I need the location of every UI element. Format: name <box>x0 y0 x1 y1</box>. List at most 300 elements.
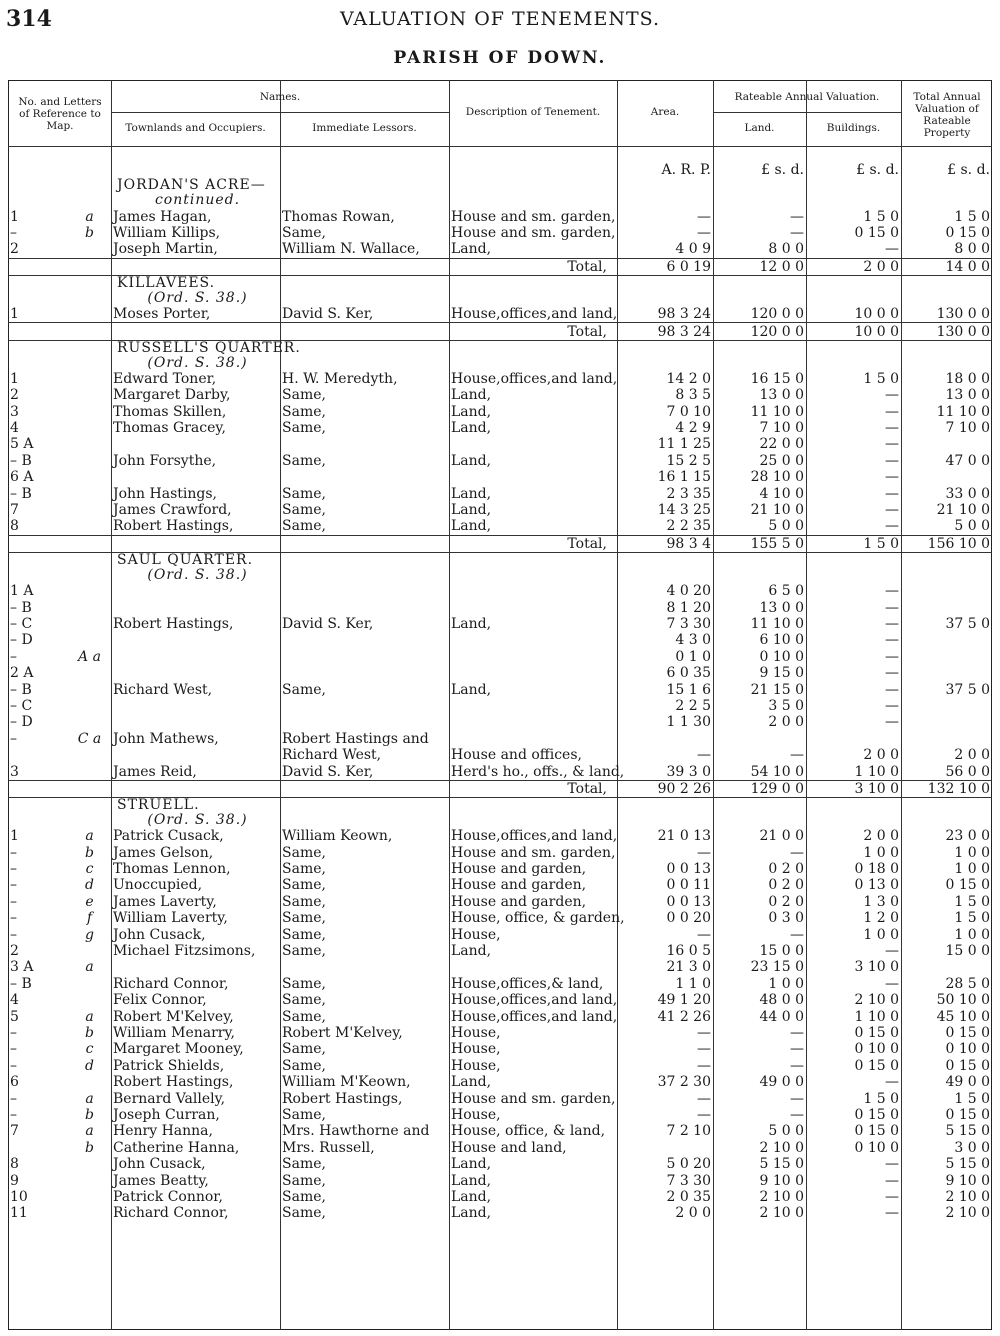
tenement-description: Land, <box>451 502 492 519</box>
area-value: — <box>697 926 711 943</box>
tenement-row <box>8 1172 992 1188</box>
total-label: Total, <box>449 780 617 797</box>
land-value: 9 15 0 <box>759 665 804 682</box>
land-value: 25 0 0 <box>759 452 804 469</box>
map-letter <box>68 387 111 403</box>
immediate-lessor: Same, <box>282 502 326 519</box>
area-value: 41 2 26 <box>657 1008 711 1025</box>
immediate-lessor: Same, <box>282 1205 326 1222</box>
immediate-lessor: Same, <box>282 877 326 894</box>
townland-name <box>111 553 280 584</box>
buildings-value: 1 5 0 <box>863 370 899 387</box>
tenement-row <box>8 763 992 780</box>
occupier-name: James Gelson, <box>113 844 214 861</box>
tenement-description <box>449 632 617 648</box>
total-value: 1 0 0 <box>954 926 990 943</box>
townland-title: STRUELL. <box>117 797 200 814</box>
map-reference: 11 <box>10 1205 28 1222</box>
total-value: 37 5 0 <box>945 616 990 632</box>
total-value: 5 15 0 <box>945 1156 990 1173</box>
occupier-name: James Crawford, <box>113 502 232 519</box>
occupier-name: Robert Hastings, <box>113 616 234 632</box>
total-value: 1 5 0 <box>954 893 990 910</box>
land-value: 5 15 0 <box>759 1156 804 1173</box>
land-value: — <box>790 1090 804 1107</box>
tenement-description <box>449 665 617 681</box>
tenement-description <box>449 714 617 730</box>
land-value: — <box>790 747 804 764</box>
land-value: 21 10 0 <box>750 502 804 519</box>
tenement-description: Land, <box>451 403 492 420</box>
map-letter: f <box>86 910 93 927</box>
empty-cell <box>280 340 992 371</box>
total-label: Total, <box>449 535 617 552</box>
occupier-name: John Forsythe, <box>113 452 217 469</box>
buildings-value: 0 18 0 <box>854 861 899 878</box>
map-letter <box>68 518 111 535</box>
tenement-description: House,offices,and land, <box>451 1008 618 1025</box>
total-valuation: 130 0 0 <box>901 323 992 340</box>
tenement-row <box>8 502 992 518</box>
area-value: 39 3 0 <box>666 763 711 780</box>
land-value: 11 10 0 <box>750 616 804 632</box>
map-letter: b <box>85 1106 94 1123</box>
map-letter <box>68 583 111 599</box>
tenement-description: House and land, <box>451 1139 567 1156</box>
header-land: Land. <box>744 122 775 134</box>
area-value: 4 0 20 <box>666 583 711 600</box>
tenement-description <box>449 583 617 599</box>
area-value: 4 2 9 <box>675 420 711 437</box>
land-value: 6 10 0 <box>759 632 804 649</box>
immediate-lessor <box>280 959 449 975</box>
map-reference: 3 <box>10 763 19 780</box>
total-buildings-value: 2 0 0 <box>806 258 901 275</box>
page-title: VALUATION OF TENEMENTS. <box>339 8 661 30</box>
area-value: — <box>697 1041 711 1058</box>
tenement-description: Land, <box>451 616 492 632</box>
land-value: 15 0 0 <box>759 943 804 960</box>
tenement-description: House, <box>451 1041 501 1058</box>
tenement-description: House and sm. garden, <box>451 208 616 225</box>
tenement-row <box>8 1058 992 1074</box>
total-value: 56 0 0 <box>945 763 990 780</box>
map-letter <box>68 681 111 697</box>
occupier-name <box>111 649 280 665</box>
total-value <box>901 959 992 975</box>
empty-cell <box>280 178 992 208</box>
land-value: — <box>790 224 804 241</box>
immediate-lessor: H. W. Meredyth, <box>282 370 398 387</box>
total-value <box>901 632 992 648</box>
area-value: — <box>697 844 711 861</box>
tenement-row <box>8 599 992 615</box>
total-buildings-value: 1 5 0 <box>806 535 901 552</box>
tenement-description: Land, <box>451 420 492 437</box>
land-value: — <box>790 1041 804 1058</box>
buildings-value: — <box>885 697 899 714</box>
map-reference: – B <box>10 681 32 698</box>
total-row <box>8 780 992 797</box>
immediate-lessor: Richard West, <box>282 747 382 764</box>
immediate-lessor: Same, <box>282 926 326 943</box>
immediate-lessor: Same, <box>282 1172 326 1189</box>
tenement-row <box>8 420 992 436</box>
map-reference: – B <box>10 975 32 992</box>
map-reference: – <box>10 1106 17 1123</box>
map-letter <box>68 1189 111 1205</box>
buildings-value: — <box>885 518 899 535</box>
immediate-lessor <box>280 469 449 485</box>
immediate-lessor: Robert M'Kelvey, <box>282 1024 403 1041</box>
immediate-lessor: Same, <box>282 1057 326 1074</box>
land-value: 1 0 0 <box>768 975 804 992</box>
buildings-value: — <box>885 436 899 453</box>
total-value: 9 10 0 <box>945 1172 990 1189</box>
immediate-lessor: Same, <box>282 844 326 861</box>
buildings-value: 0 15 0 <box>854 1123 899 1140</box>
land-value: 44 0 0 <box>759 1008 804 1025</box>
tenement-description: Land, <box>451 452 492 469</box>
tenement-description: House, office, & land, <box>451 1123 606 1140</box>
occupier-name: Edward Toner, <box>113 370 217 387</box>
tenement-row <box>8 959 992 975</box>
buildings-value: — <box>885 1172 899 1189</box>
total-value <box>901 436 992 452</box>
area-value: 5 0 20 <box>666 1156 711 1173</box>
immediate-lessor: William M'Keown, <box>282 1074 411 1091</box>
map-reference: 2 <box>10 943 19 960</box>
section-header-row <box>8 553 992 584</box>
land-value: 2 10 0 <box>759 1139 804 1156</box>
occupier-name: Robert Hastings, <box>113 518 234 535</box>
tenement-row <box>8 698 992 714</box>
immediate-lessor: William Keown, <box>282 828 393 845</box>
area-value: 0 0 20 <box>666 910 711 927</box>
total-area: 6 0 19 <box>617 258 713 275</box>
map-reference: 5 <box>10 1008 19 1025</box>
total-area: 98 3 4 <box>617 535 713 552</box>
tenement-description <box>449 599 617 615</box>
total-row <box>8 258 992 275</box>
townland-title: JORDAN'S ACRE— <box>117 177 266 194</box>
total-label: Total, <box>449 258 617 275</box>
area-value: 14 3 25 <box>657 502 711 519</box>
map-letter <box>68 485 111 501</box>
immediate-lessor: Same, <box>282 1188 326 1205</box>
tenement-description: House and sm. garden, <box>451 224 616 241</box>
occupier-name: William Menarry, <box>113 1024 235 1041</box>
map-reference: – <box>10 910 17 927</box>
map-letter: b <box>85 1139 94 1156</box>
tenement-row <box>8 877 992 893</box>
section-header-row <box>8 798 992 829</box>
immediate-lessor: Same, <box>282 518 326 535</box>
buildings-value: — <box>885 403 899 420</box>
empty-cell <box>8 275 111 306</box>
buildings-value: — <box>885 681 899 698</box>
immediate-lessor: Same, <box>282 910 326 927</box>
tenement-row <box>8 1123 992 1139</box>
total-buildings-value: 10 0 0 <box>806 323 901 340</box>
tenement-description: Land, <box>451 1156 492 1173</box>
tenement-row <box>8 1140 992 1156</box>
area-value: 6 0 35 <box>666 665 711 682</box>
total-value: 2 10 0 <box>945 1188 990 1205</box>
immediate-lessor: Same, <box>282 420 326 437</box>
map-letter: c <box>85 861 94 878</box>
map-letter <box>68 632 111 648</box>
map-reference: 2 <box>10 241 19 258</box>
occupier-name <box>111 747 280 763</box>
tenement-description: Land, <box>451 1172 492 1189</box>
area-value: 0 1 0 <box>675 648 711 665</box>
total-area: 98 3 24 <box>617 323 713 340</box>
tenement-description <box>449 649 617 665</box>
map-letter <box>68 1156 111 1172</box>
map-letter <box>68 241 111 258</box>
map-reference: – B <box>10 599 32 616</box>
area-value: 7 0 10 <box>666 403 711 420</box>
immediate-lessor <box>280 599 449 615</box>
map-reference: – <box>10 877 17 894</box>
land-value: 48 0 0 <box>759 992 804 1009</box>
area-value: 1 1 30 <box>666 714 711 731</box>
area-value: 16 0 5 <box>666 943 711 960</box>
occupier-name: James Beatty, <box>113 1172 209 1189</box>
tenement-description: House, <box>451 1024 501 1041</box>
tenement-description: House,offices,and land, <box>451 828 618 845</box>
section-header-row <box>8 275 992 306</box>
header-names: Names. <box>259 91 301 103</box>
immediate-lessor: Same, <box>282 861 326 878</box>
occupier-name <box>111 632 280 648</box>
tenement-description: Land, <box>451 485 492 502</box>
occupier-name <box>111 959 280 975</box>
total-row <box>8 535 992 552</box>
land-value: 16 15 0 <box>750 370 804 387</box>
total-value: 1 5 0 <box>954 208 990 225</box>
townland-subtitle: continued. <box>154 192 241 209</box>
total-row <box>8 323 992 340</box>
occupier-name <box>111 714 280 730</box>
map-letter: a <box>85 208 94 225</box>
tenement-description: Land, <box>451 387 492 404</box>
total-land-value: 12 0 0 <box>713 258 806 275</box>
total-valuation: 14 0 0 <box>901 258 992 275</box>
buildings-units: £ s. d. <box>856 162 899 179</box>
occupier-name: Richard Connor, <box>113 1205 229 1222</box>
occupier-name: Robert M'Kelvey, <box>113 1008 234 1025</box>
total-valuation: 156 10 0 <box>901 535 992 552</box>
total-value <box>901 599 992 615</box>
land-value: 0 2 0 <box>768 861 804 878</box>
tenement-row <box>8 453 992 469</box>
map-reference: – D <box>10 714 33 731</box>
header-lessors: Immediate Lessors. <box>312 122 417 134</box>
occupier-name: John Hastings, <box>113 485 217 502</box>
map-letter: b <box>85 1024 94 1041</box>
townland-subtitle: (Ord. S. 38.) <box>147 289 248 306</box>
occupier-name: Patrick Shields, <box>113 1057 225 1074</box>
map-reference: 1 A <box>10 583 34 600</box>
tenement-row <box>8 992 992 1008</box>
map-reference: 3 A <box>10 959 34 976</box>
tenement-row <box>8 208 992 224</box>
total-value <box>901 731 992 747</box>
total-value: 7 10 0 <box>945 420 990 437</box>
tenement-description: House and sm. garden, <box>451 844 616 861</box>
total-value: 0 15 0 <box>945 1106 990 1123</box>
occupier-name <box>111 665 280 681</box>
immediate-lessor: Robert Hastings, <box>282 1090 403 1107</box>
land-value: 0 3 0 <box>768 910 804 927</box>
tenement-row <box>8 976 992 992</box>
map-reference: – <box>10 224 17 241</box>
total-value: 1 0 0 <box>954 861 990 878</box>
townland-subtitle: (Ord. S. 38.) <box>147 812 248 829</box>
tenement-row <box>8 583 992 599</box>
area-value: 21 0 13 <box>657 828 711 845</box>
immediate-lessor: Same, <box>282 992 326 1009</box>
map-letter <box>68 404 111 420</box>
tenement-description <box>449 731 617 747</box>
immediate-lessor: Same, <box>282 893 326 910</box>
land-value: 0 2 0 <box>768 893 804 910</box>
total-land-value: 120 0 0 <box>713 323 806 340</box>
map-letter <box>68 469 111 485</box>
tenement-row <box>8 1189 992 1205</box>
immediate-lessor: Same, <box>282 224 326 241</box>
empty-cell <box>280 553 992 584</box>
valuation-rows <box>8 162 992 1221</box>
tenement-description: House, <box>451 926 501 943</box>
total-value: 0 15 0 <box>945 224 990 241</box>
area-value: 4 3 0 <box>675 632 711 649</box>
header-description: Description of Tenement. <box>465 106 601 118</box>
map-reference: – D <box>10 632 33 649</box>
buildings-value: — <box>885 714 899 731</box>
buildings-value: 1 0 0 <box>863 844 899 861</box>
townland-title: KILLAVEES. <box>117 274 216 291</box>
tenement-description: Land, <box>451 1188 492 1205</box>
empty-cell <box>8 535 449 552</box>
occupier-name: Richard Connor, <box>113 975 229 992</box>
total-units: £ s. d. <box>947 162 990 179</box>
townland-subtitle: (Ord. S. 38.) <box>147 567 248 584</box>
buildings-value: 1 3 0 <box>863 893 899 910</box>
land-value: 5 0 0 <box>768 518 804 535</box>
area-value: 1 1 0 <box>675 975 711 992</box>
empty-cell <box>8 780 449 797</box>
map-reference <box>8 747 68 763</box>
total-value <box>901 649 992 665</box>
immediate-lessor <box>280 436 449 452</box>
map-letter <box>68 976 111 992</box>
total-value: 2 0 0 <box>954 747 990 764</box>
area-value: 37 2 30 <box>657 1074 711 1091</box>
tenement-description: Land, <box>451 1205 492 1222</box>
buildings-value: 10 0 0 <box>854 306 899 323</box>
map-letter: a <box>85 1123 94 1140</box>
map-reference: – C <box>10 697 33 714</box>
map-reference: – <box>10 861 17 878</box>
land-value: 49 0 0 <box>759 1074 804 1091</box>
map-letter <box>68 1074 111 1090</box>
header-subrule <box>111 112 449 113</box>
buildings-value: 0 10 0 <box>854 1041 899 1058</box>
total-value: 1 0 0 <box>954 844 990 861</box>
total-value: 0 15 0 <box>945 1024 990 1041</box>
empty-cell <box>280 798 992 829</box>
tenement-row <box>8 828 992 844</box>
occupier-name: Richard West, <box>113 681 213 698</box>
tenement-description: House and sm. garden, <box>451 1090 616 1107</box>
occupier-name: Margaret Darby, <box>113 387 231 404</box>
occupier-name: Joseph Martin, <box>113 241 218 258</box>
occupier-name: Bernard Vallely, <box>113 1090 226 1107</box>
area-value: 0 0 13 <box>666 861 711 878</box>
area-value: 8 1 20 <box>666 599 711 616</box>
tenement-row <box>8 1156 992 1172</box>
map-letter <box>68 306 111 323</box>
total-value: 50 10 0 <box>936 992 990 1009</box>
tenement-row <box>8 731 992 747</box>
area-value: 49 1 20 <box>657 992 711 1009</box>
area-value: — <box>697 1024 711 1041</box>
empty-cell <box>280 275 992 306</box>
area-value: — <box>697 208 711 225</box>
map-reference: – <box>10 844 17 861</box>
tenement-description: House,offices,and land, <box>451 370 618 387</box>
tenement-row <box>8 306 992 323</box>
land-value: 22 0 0 <box>759 436 804 453</box>
area-value: 2 0 0 <box>675 1205 711 1222</box>
map-letter: d <box>85 1057 94 1074</box>
map-reference: 3 <box>10 403 19 420</box>
tenement-row <box>8 845 992 861</box>
occupier-name: William Laverty, <box>113 910 228 927</box>
area-value: 2 0 35 <box>666 1188 711 1205</box>
immediate-lessor: Same, <box>282 452 326 469</box>
tenement-row <box>8 1090 992 1106</box>
parish-title: PARISH OF DOWN. <box>393 48 607 68</box>
map-letter <box>68 599 111 615</box>
buildings-value: 0 10 0 <box>854 1139 899 1156</box>
land-value: 120 0 0 <box>750 306 804 323</box>
total-value: 0 15 0 <box>945 877 990 894</box>
occupier-name: Patrick Connor, <box>113 1188 223 1205</box>
total-value: 3 0 0 <box>954 1139 990 1156</box>
tenement-description: House and garden, <box>451 861 587 878</box>
tenement-row <box>8 387 992 403</box>
tenement-description <box>449 436 617 452</box>
land-value: 2 10 0 <box>759 1205 804 1222</box>
area-value: 15 1 6 <box>666 681 711 698</box>
map-letter: b <box>85 224 94 241</box>
immediate-lessor <box>280 583 449 599</box>
land-value: — <box>790 1106 804 1123</box>
map-reference: 8 <box>10 518 19 535</box>
tenement-row <box>8 1205 992 1221</box>
occupier-name: Felix Connor, <box>113 992 207 1009</box>
tenement-row <box>8 665 992 681</box>
immediate-lessor: David S. Ker, <box>282 306 374 323</box>
map-reference: 1 <box>10 208 19 225</box>
map-reference: 7 <box>10 502 19 519</box>
area-value: — <box>697 1106 711 1123</box>
land-units: £ s. d. <box>761 162 804 179</box>
